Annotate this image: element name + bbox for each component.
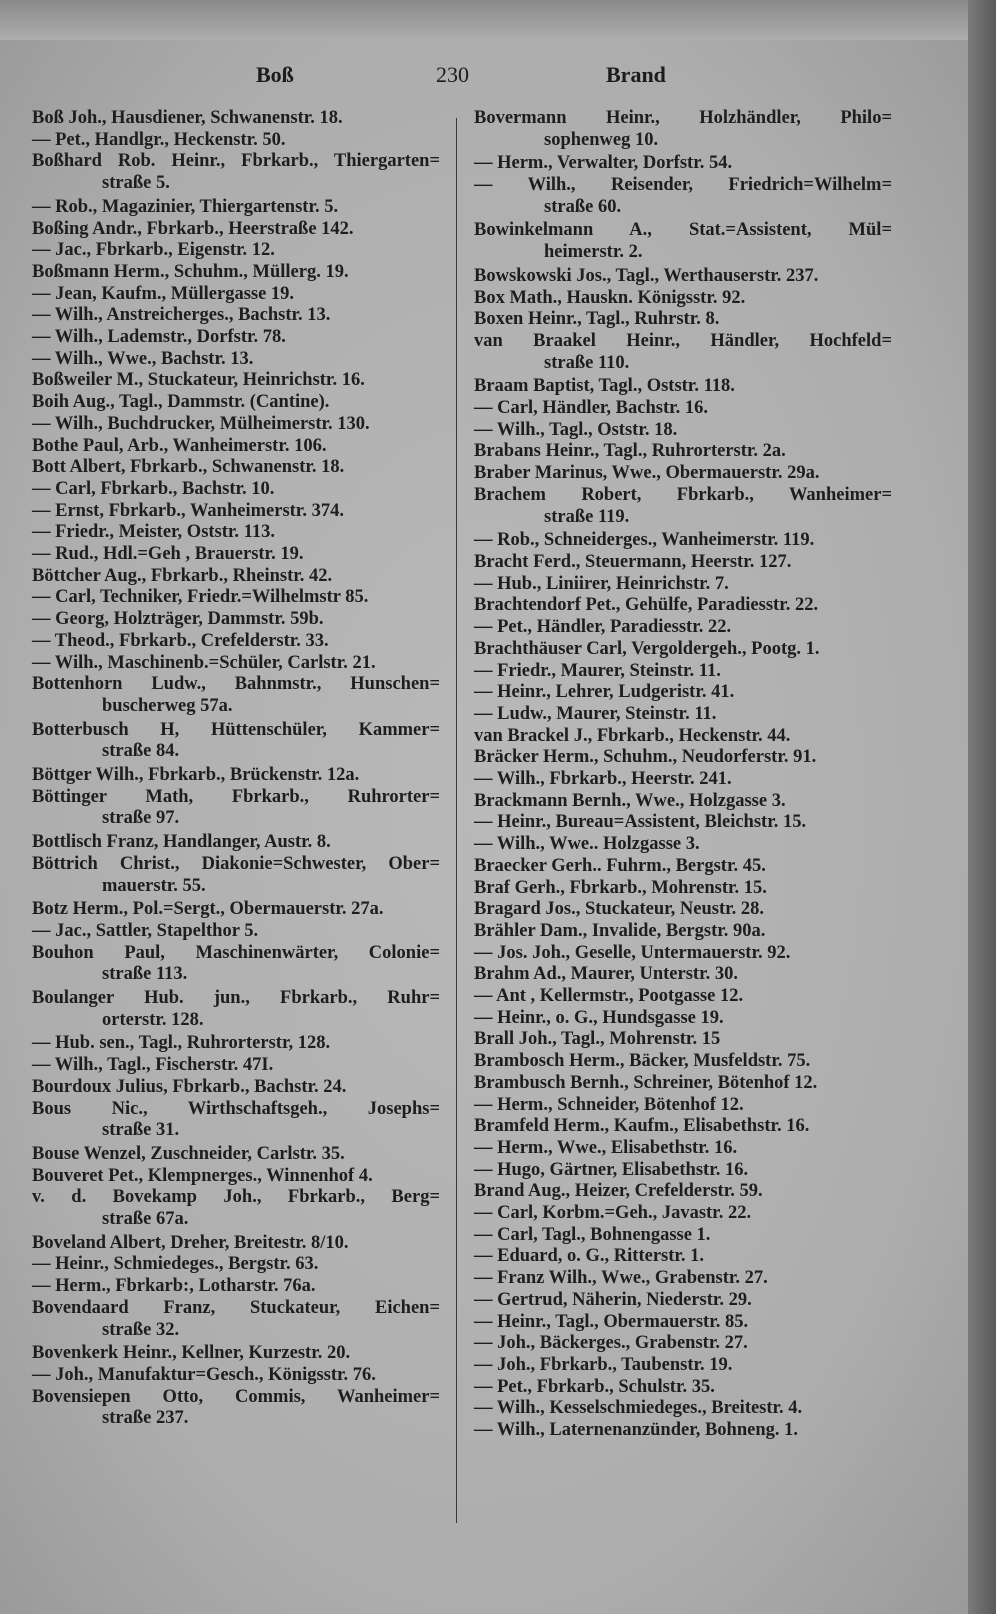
entry-text: Bracht Ferd., Steuermann, Heerstr. 127. — [474, 551, 792, 572]
directory-entry — [474, 1095, 892, 1117]
entry-text: Boxen Heinr., Tagl., Ruhrstr. 8. — [474, 309, 720, 330]
entry-text: van Brackel J., Fbrkarb., Heckenstr. 44. — [474, 725, 791, 746]
directory-entry — [32, 414, 440, 436]
entry-text: — Jac., Fbrkarb., Eigenstr. 12. — [32, 240, 275, 261]
directory-entry — [474, 485, 892, 528]
directory-entry — [474, 899, 892, 921]
entry-text: Bothe Paul, Arb., Wanheimerstr. 106. — [32, 435, 327, 456]
entry-text: Braam Baptist, Tagl., Oststr. 118. — [474, 376, 735, 397]
directory-entry — [32, 674, 440, 717]
directory-entry — [32, 284, 440, 306]
entry-text: Bous Nic., Wirthschaftsgeh., Josephs= — [32, 1098, 440, 1119]
entry-text: — Carl, Techniker, Friedr.=Wilhelmstr 85. — [32, 587, 369, 608]
directory-entry — [32, 392, 440, 414]
entry-text: Botterbusch H, Hüttenschüler, Kammer= — [32, 719, 440, 740]
directory-entry — [474, 1029, 892, 1051]
directory-entry — [32, 1365, 440, 1387]
directory-entry — [32, 765, 440, 787]
entry-continuation: straße 60. — [544, 196, 622, 217]
directory-entry — [32, 457, 440, 479]
entry-text: Brall Joh., Tagl., Mohrenstr. 15 — [474, 1029, 721, 1050]
entry-text: Bottenhorn Ludw., Bahnmstr., Hunschen= — [32, 674, 440, 695]
entry-text: Boßing Andr., Fbrkarb., Heerstraße 142. — [32, 218, 354, 239]
directory-entry — [32, 1144, 440, 1166]
entry-continuation: straße 237. — [102, 1408, 189, 1429]
entry-text: — Herm., Verwalter, Dorfstr. 54. — [474, 153, 733, 174]
entry-text: — Joh., Bäckerges., Grabenstr. 27. — [474, 1333, 748, 1354]
directory-entry — [474, 1398, 892, 1420]
directory-entry — [474, 153, 892, 175]
entry-text: Boveland Albert, Dreher, Breitestr. 8/10. — [32, 1232, 349, 1253]
directory-entry — [474, 769, 892, 791]
entry-text: — Wilh., Tagl., Oststr. 18. — [474, 419, 678, 440]
entry-text: Böttinger Math, Fbrkarb., Ruhrorter= — [32, 786, 440, 807]
entry-continuation: straße 5. — [102, 173, 170, 194]
directory-entry — [474, 1377, 892, 1399]
directory-entry — [474, 266, 892, 288]
entry-text: Bovermann Heinr., Holzhändler, Philo= — [474, 108, 892, 128]
entry-text: — Pet., Händler, Paradiesstr. 22. — [474, 617, 732, 638]
entry-text: — Heinr., Schmiedeges., Bergstr. 63. — [32, 1254, 319, 1275]
entry-text: — Carl, Fbrkarb., Bachstr. 10. — [32, 478, 275, 499]
entry-text: Brackmann Bernh., Wwe., Holzgasse 3. — [474, 790, 786, 811]
directory-entry — [32, 943, 440, 986]
directory-entry — [32, 566, 440, 588]
entry-continuation: straße 110. — [544, 352, 630, 373]
directory-entry — [474, 398, 892, 420]
running-head-left: Boß — [256, 62, 294, 87]
entry-text: — Heinr., Bureau=Assistent, Bleichstr. 15. — [474, 812, 807, 833]
directory-entry — [32, 262, 440, 284]
entry-text: — Wilh., Maschinenb.=Schüler, Carlstr. 21. — [32, 652, 376, 673]
directory-entry — [32, 921, 440, 943]
left-column — [32, 108, 440, 1432]
entry-text: Bouse Wenzel, Zuschneider, Carlstr. 35. — [32, 1143, 345, 1164]
running-head-right: Brand — [606, 62, 666, 87]
entry-continuation: straße 97. — [102, 808, 180, 829]
directory-entry — [32, 1343, 440, 1365]
directory-entry — [474, 964, 892, 986]
directory-entry — [474, 595, 892, 617]
entry-text: — Pet., Fbrkarb., Schulstr. 35. — [474, 1376, 715, 1397]
entry-text: — Heinr., o. G., Hundsgasse 19. — [474, 1007, 724, 1028]
directory-entry — [32, 370, 440, 392]
entry-text: — Friedr., Maurer, Steinstr. 11. — [474, 660, 721, 681]
entry-text: Bourdoux Julius, Fbrkarb., Bachstr. 24. — [32, 1076, 347, 1097]
entry-text: — Herm., Fbrkarb:, Lotharstr. 76a. — [32, 1276, 316, 1297]
entry-text: — Hub., Liniirer, Heinrichstr. 7. — [474, 573, 729, 594]
entry-text: Bräcker Herm., Schuhm., Neudorferstr. 91. — [474, 747, 817, 768]
entry-text: Brachtendorf Pet., Gehülfe, Paradiesstr. 22. — [474, 595, 819, 616]
entry-text: Brambosch Herm., Bäcker, Musfeldstr. 75. — [474, 1051, 811, 1072]
directory-entry — [474, 1225, 892, 1247]
entry-continuation: straße 119. — [544, 506, 630, 527]
directory-entry — [32, 1166, 440, 1188]
directory-entry — [474, 1246, 892, 1268]
entry-text: — Joh., Fbrkarb., Taubenstr. 19. — [474, 1355, 733, 1375]
directory-entry — [474, 1116, 892, 1138]
entry-text: Boß Joh., Hausdiener, Schwanenstr. 18. — [32, 108, 343, 128]
directory-entry — [32, 197, 440, 219]
entry-continuation: buscherweg 57a. — [102, 695, 233, 716]
entry-text: Bramfeld Herm., Kaufm., Elisabethstr. 16. — [474, 1116, 810, 1137]
right-column — [474, 108, 892, 1442]
entry-text: Brand Aug., Heizer, Crefelderstr. 59. — [474, 1181, 763, 1202]
directory-entry — [474, 220, 892, 263]
entry-text: — Wilh., Buchdrucker, Mülheimerstr. 130. — [32, 413, 370, 434]
directory-entry — [474, 1355, 892, 1377]
entry-text: — Wilh., Tagl., Fischerstr. 47I. — [32, 1055, 274, 1076]
directory-entry — [32, 544, 440, 566]
entry-text: Bragard Jos., Stuckateur, Neustr. 28. — [474, 899, 765, 920]
entry-text: — Jac., Sattler, Stapelthor 5. — [32, 920, 259, 941]
entry-text: — Wilh., Wwe.. Holzgasse 3. — [474, 834, 700, 855]
entry-text: Brachem Robert, Fbrkarb., Wanheimer= — [474, 484, 892, 505]
directory-entry — [32, 1276, 440, 1298]
directory-entry — [474, 1290, 892, 1312]
entry-text: Boulanger Hub. jun., Fbrkarb., Ruhr= — [32, 988, 440, 1009]
directory-entry — [32, 832, 440, 854]
entry-text: — Gertrud, Näherin, Niederstr. 29. — [474, 1289, 752, 1310]
directory-entry — [474, 682, 892, 704]
entry-text: Bott Albert, Fbrkarb., Schwanenstr. 18. — [32, 457, 345, 478]
directory-entry — [32, 130, 440, 152]
directory-entry — [474, 376, 892, 398]
entry-text: — Hub. sen., Tagl., Ruhrorterstr, 128. — [32, 1033, 331, 1054]
directory-entry — [474, 1333, 892, 1355]
entry-text: — Carl, Händler, Bachstr. 16. — [474, 398, 709, 419]
directory-entry — [32, 501, 440, 523]
directory-entry — [474, 420, 892, 442]
directory-entry — [474, 1181, 892, 1203]
entry-text: — Ant , Kellermstr., Pootgasse 12. — [474, 986, 744, 1007]
entry-text: Brachthäuser Carl, Vergoldergeh., Pootg. 1. — [474, 638, 820, 659]
entry-text: — Friedr., Meister, Oststr. 113. — [32, 522, 276, 543]
entry-continuation: orterstr. 128. — [102, 1009, 204, 1030]
directory-entry — [32, 436, 440, 458]
entry-text: — Georg, Holzträger, Dammstr. 59b. — [32, 609, 324, 630]
directory-entry — [474, 639, 892, 661]
entry-text: Bowinkelmann A., Stat.=Assistent, Mül= — [474, 220, 892, 241]
entry-text: — Rob., Schneiderges., Wanheimerstr. 119. — [474, 530, 815, 551]
entry-text: — Carl, Korbm.=Geh., Javastr. 22. — [474, 1203, 752, 1224]
entry-text: Brambusch Bernh., Schreiner, Bötenhof 12. — [474, 1072, 818, 1093]
directory-entry — [474, 661, 892, 683]
entry-text: — Ernst, Fbrkarb., Wanheimerstr. 374. — [32, 500, 344, 521]
entry-text: Boßweiler M., Stuckateur, Heinrichstr. 16. — [32, 370, 365, 391]
directory-entry — [32, 1055, 440, 1077]
entry-text: Böttger Wilh., Fbrkarb., Brückenstr. 12a. — [32, 765, 360, 786]
entry-text: — Franz Wilh., Wwe., Grabenstr. 27. — [474, 1268, 768, 1289]
directory-entry — [32, 327, 440, 349]
directory-entry — [32, 305, 440, 327]
directory-entry — [32, 653, 440, 675]
directory-entry — [474, 309, 892, 331]
directory-entry — [474, 1420, 892, 1442]
directory-entry — [474, 747, 892, 769]
directory-entry — [474, 574, 892, 596]
directory-entry — [32, 587, 440, 609]
entry-continuation: straße 67a. — [102, 1209, 189, 1230]
entry-text: — Eduard, o. G., Ritterstr. 1. — [474, 1246, 705, 1267]
page-number: 230 — [436, 62, 469, 87]
entry-continuation: sophenweg 10. — [544, 129, 659, 150]
entry-text: — Heinr., Tagl., Obermauerstr. 85. — [474, 1311, 749, 1332]
entry-text: Box Math., Hauskn. Königsstr. 92. — [474, 287, 746, 308]
directory-entry — [474, 1203, 892, 1225]
page-shadow — [0, 0, 968, 40]
entry-continuation: heimerstr. 2. — [544, 242, 643, 263]
entry-text: Bovenkerk Heinr., Kellner, Kurzestr. 20. — [32, 1343, 351, 1364]
directory-entry — [474, 441, 892, 463]
directory-entry — [474, 530, 892, 552]
directory-entry — [32, 988, 440, 1031]
entry-text: Bovendaard Franz, Stuckateur, Eichen= — [32, 1297, 440, 1318]
directory-entry — [474, 175, 892, 218]
directory-entry — [474, 1160, 892, 1182]
entry-text: Böttrich Christ., Diakonie=Schwester, Ober= — [32, 853, 440, 874]
directory-entry — [32, 720, 440, 763]
directory-entry — [474, 1312, 892, 1334]
entry-text: — Heinr., Lehrer, Ludgeristr. 41. — [474, 682, 735, 703]
directory-entry — [32, 1387, 440, 1430]
entry-text: — Herm., Schneider, Bötenhof 12. — [474, 1094, 744, 1115]
directory-entry — [32, 108, 440, 130]
entry-text: Bottlisch Franz, Handlanger, Austr. 8. — [32, 832, 331, 853]
directory-entry — [474, 986, 892, 1008]
directory-entry — [474, 331, 892, 374]
directory-entry — [32, 787, 440, 830]
entry-text: Braf Gerh., Fbrkarb., Mohrenstr. 15. — [474, 877, 767, 898]
directory-entry — [474, 834, 892, 856]
directory-entry — [32, 240, 440, 262]
entry-text: — Wilh., Laternenanzünder, Bohneng. 1. — [474, 1420, 798, 1441]
entry-continuation: straße 32. — [102, 1319, 180, 1340]
entry-text: Bouveret Pet., Klempnerges., Winnenhof 4. — [32, 1165, 373, 1186]
entry-text: Bowskowski Jos., Tagl., Werthauserstr. 237. — [474, 265, 819, 286]
directory-entry — [32, 479, 440, 501]
entry-text: — Jean, Kaufm., Müllergasse 19. — [32, 283, 295, 304]
directory-entry — [474, 726, 892, 748]
entry-continuation: straße 113. — [102, 964, 188, 985]
entry-text: Bouhon Paul, Maschinenwärter, Colonie= — [32, 942, 440, 963]
entry-text: van Braakel Heinr., Händler, Hochfeld= — [474, 330, 892, 351]
directory-entry — [32, 1298, 440, 1341]
directory-entry — [474, 617, 892, 639]
entry-text: Bovensiepen Otto, Commis, Wanheimer= — [32, 1386, 440, 1407]
directory-entry — [32, 349, 440, 371]
entry-text: — Wilh., Reisender, Friedrich=Wilhelm= — [474, 175, 892, 196]
directory-entry — [474, 1008, 892, 1030]
directory-entry — [474, 878, 892, 900]
entry-text: — Wilh., Kesselschmiedeges., Breitestr. 4. — [474, 1398, 803, 1419]
directory-entry — [32, 1099, 440, 1142]
directory-entry — [474, 288, 892, 310]
column-divider — [456, 118, 457, 1523]
directory-entry — [32, 899, 440, 921]
entry-text: Böttcher Aug., Fbrkarb., Rheinstr. 42. — [32, 565, 333, 586]
entry-text: — Ludw., Maurer, Steinstr. 11. — [474, 703, 717, 724]
directory-entry — [474, 791, 892, 813]
directory-entry — [32, 609, 440, 631]
entry-text: — Pet., Handlgr., Heckenstr. 50. — [32, 129, 286, 150]
directory-entry — [474, 1268, 892, 1290]
entry-continuation: straße 31. — [102, 1120, 180, 1141]
entry-text: — Rud., Hdl.=Geh , Brauerstr. 19. — [32, 544, 304, 565]
entry-text: — Hugo, Gärtner, Elisabethstr. 16. — [474, 1159, 749, 1180]
directory-entry — [32, 631, 440, 653]
entry-text: — Carl, Tagl., Bohnengasse 1. — [474, 1224, 711, 1245]
entry-continuation: mauerstr. 55. — [102, 875, 206, 896]
entry-text: — Jos. Joh., Geselle, Untermauerstr. 92. — [474, 942, 791, 963]
directory-entry — [32, 522, 440, 544]
directory-entry — [474, 1073, 892, 1095]
directory-entry — [32, 1033, 440, 1055]
entry-text: Braecker Gerh.. Fuhrm., Bergstr. 45. — [474, 855, 766, 876]
entry-text: Brahm Ad., Maurer, Unterstr. 30. — [474, 964, 738, 985]
directory-entry — [32, 1187, 440, 1230]
entry-text: Botz Herm., Pol.=Sergt., Obermauerstr. 27a. — [32, 899, 384, 920]
directory-entry — [32, 1077, 440, 1099]
directory-entry — [474, 1138, 892, 1160]
directory-entry — [474, 921, 892, 943]
directory-entry — [32, 1254, 440, 1276]
directory-entry — [474, 812, 892, 834]
entry-text: — Wilh., Fbrkarb., Heerstr. 241. — [474, 769, 732, 790]
entry-text: Brähler Dam., Invalide, Bergstr. 90a. — [474, 920, 766, 941]
directory-entry — [474, 943, 892, 965]
entry-text: — Wilh., Wwe., Bachstr. 13. — [32, 348, 254, 369]
entry-text: Boßmann Herm., Schuhm., Müllerg. 19. — [32, 261, 349, 282]
entry-text: — Joh., Manufaktur=Gesch., Königsstr. 76. — [32, 1364, 376, 1385]
entry-text: — Theod., Fbrkarb., Crefelderstr. 33. — [32, 630, 329, 651]
directory-entry — [474, 704, 892, 726]
entry-text: — Wilh., Lademstr., Dorfstr. 78. — [32, 327, 286, 348]
book-edge — [968, 0, 996, 1614]
directory-entry — [474, 856, 892, 878]
directory-entry — [474, 552, 892, 574]
entry-text: — Rob., Magazinier, Thiergartenstr. 5. — [32, 196, 339, 217]
entry-text: v. d. Bovekamp Joh., Fbrkarb., Berg= — [32, 1187, 440, 1208]
entry-text: — Wilh., Anstreicherges., Bachstr. 13. — [32, 305, 331, 326]
entry-text: — Herm., Wwe., Elisabethstr. 16. — [474, 1137, 738, 1158]
entry-text: Brabans Heinr., Tagl., Ruhrorterstr. 2a. — [474, 441, 786, 462]
directory-entry — [474, 1051, 892, 1073]
directory-entry — [32, 1233, 440, 1255]
directory-entry — [32, 151, 440, 194]
entry-text: Braber Marinus, Wwe., Obermauerstr. 29a. — [474, 463, 820, 484]
directory-entry — [32, 219, 440, 241]
entry-text: Boßhard Rob. Heinr., Fbrkarb., Thiergarten= — [32, 151, 440, 172]
directory-entry — [474, 108, 892, 151]
directory-entry — [474, 463, 892, 485]
entry-continuation: straße 84. — [102, 741, 180, 762]
directory-entry — [32, 854, 440, 897]
entry-text: Boih Aug., Tagl., Dammstr. (Cantine). — [32, 392, 330, 413]
